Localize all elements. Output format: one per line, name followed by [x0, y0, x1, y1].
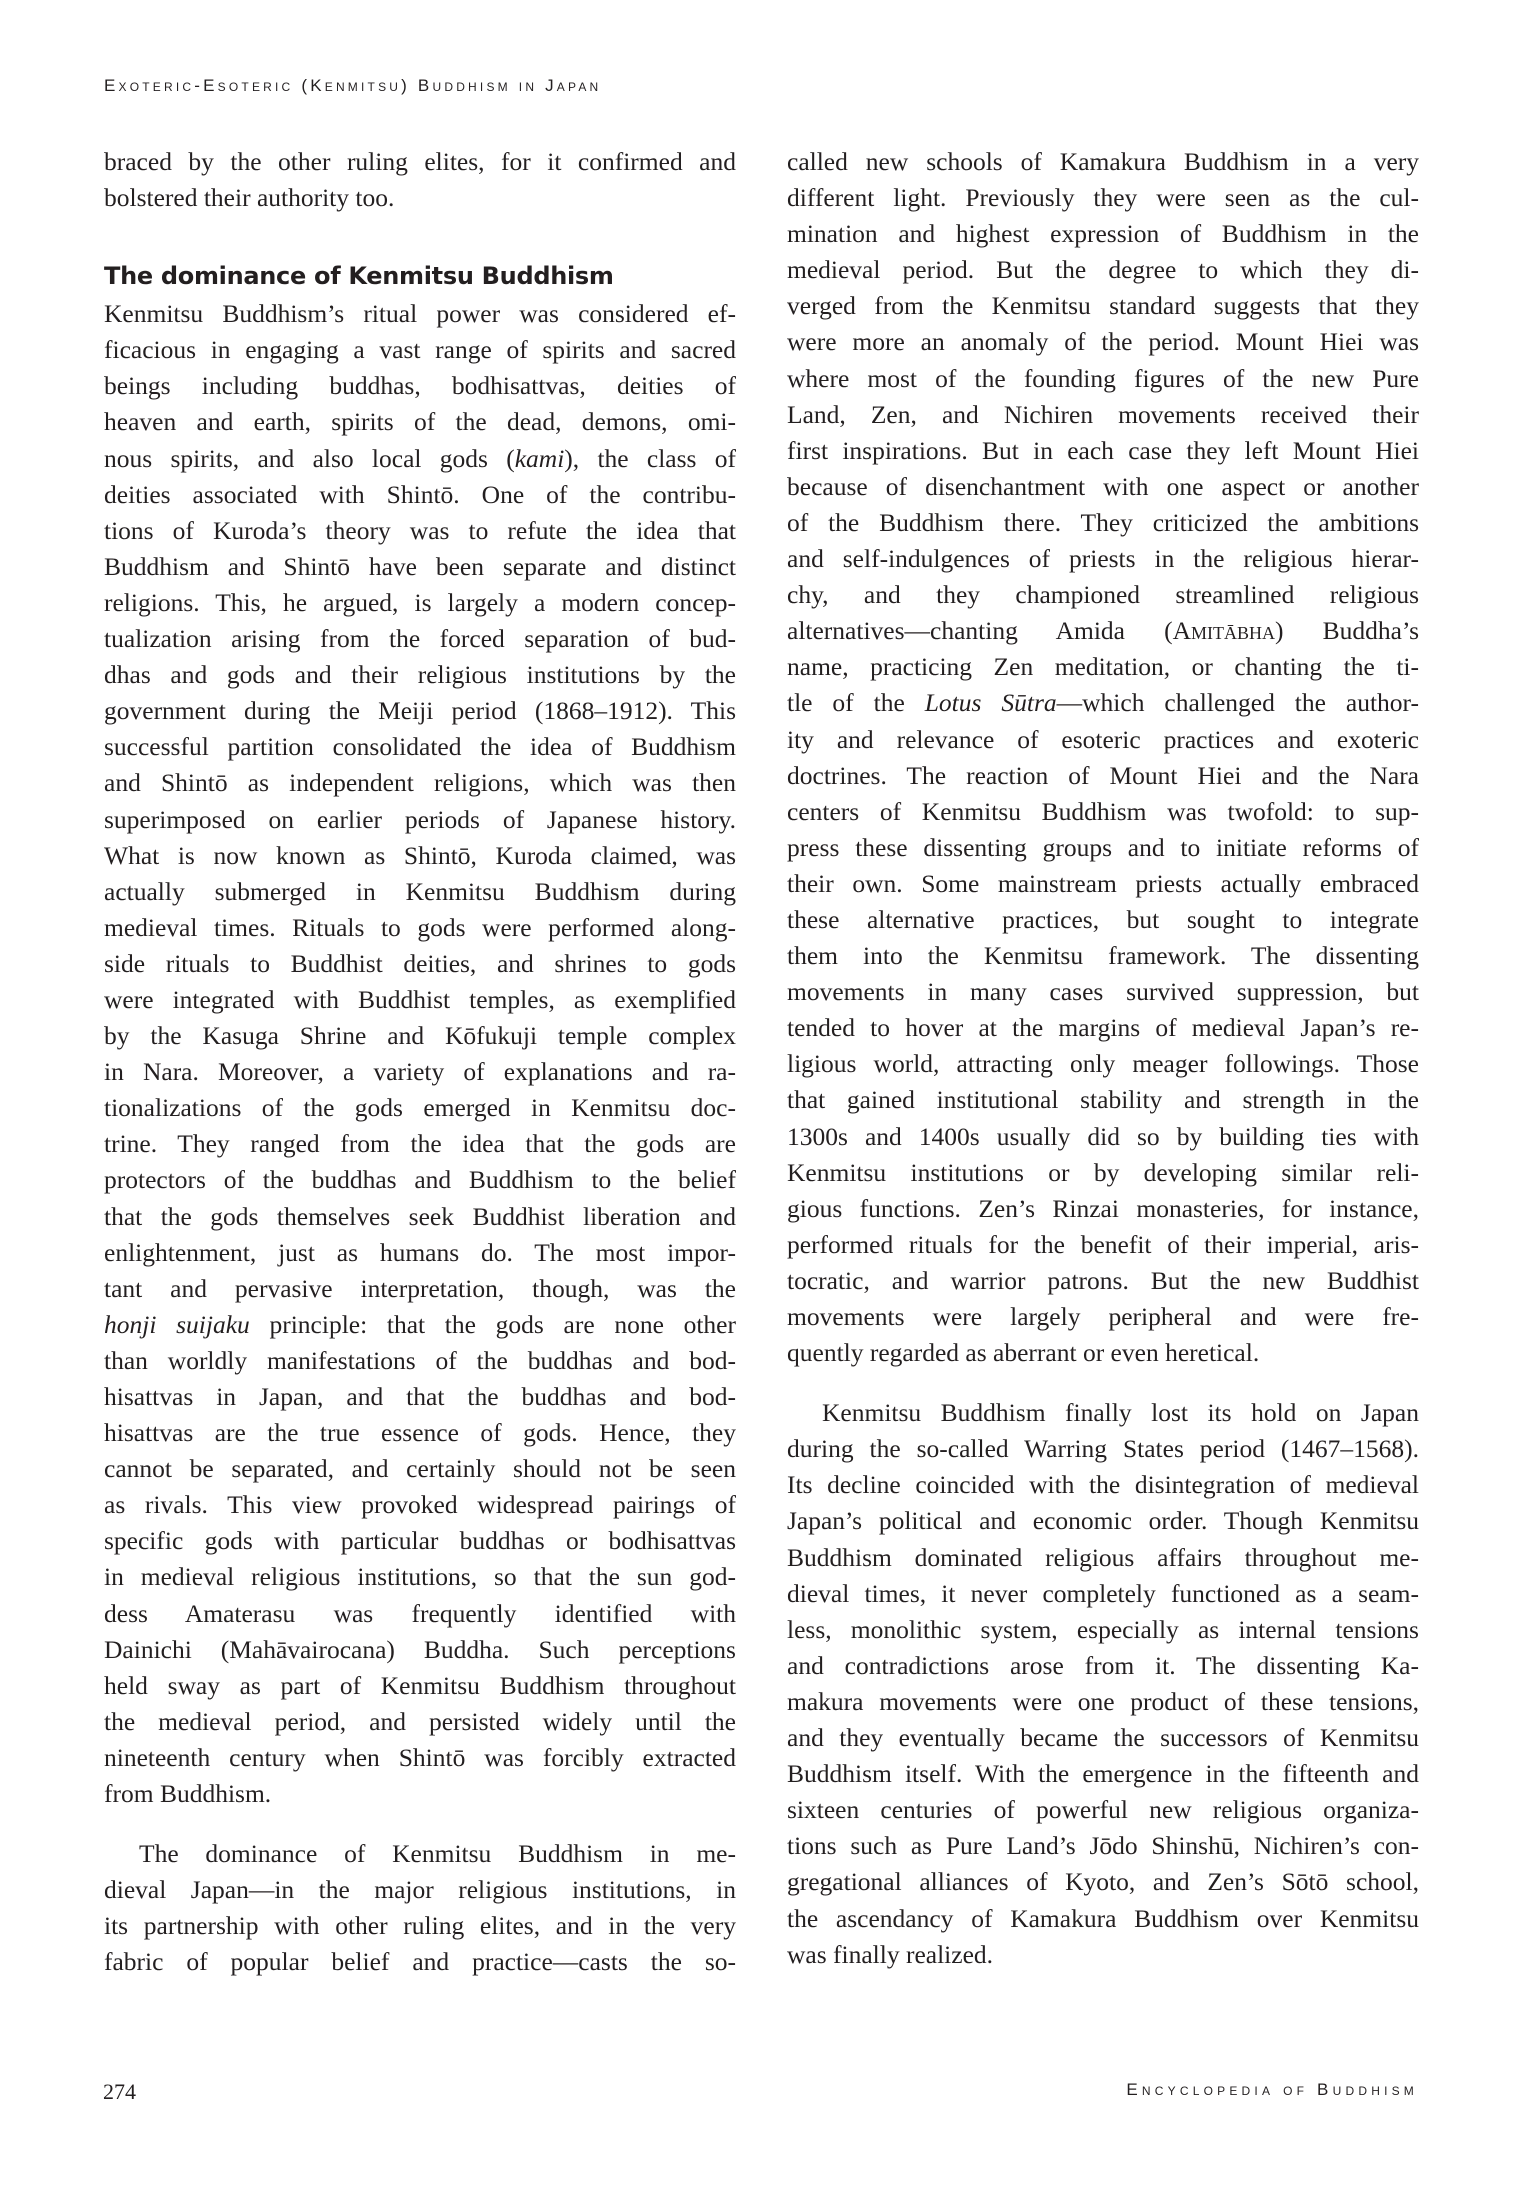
text-line: its partnership with other ruling elites, and in the very	[104, 1911, 736, 1941]
text-line: was finally realized.	[787, 1939, 994, 1969]
text-line: dieval Japan—in the major religious institutions, in	[104, 1875, 736, 1905]
text-line: and Shintō as independent religions, which was then	[104, 768, 736, 798]
text-line: makura movements were one product of these tensions,	[787, 1686, 1419, 1716]
paragraph-gap	[104, 1812, 736, 1836]
text-line: and self-indulgences of priests in the religious hierar-	[787, 544, 1419, 574]
paragraph	[787, 144, 1419, 1371]
text-line: in Nara. Moreover, a variety of explanations and ra-	[104, 1057, 736, 1087]
text-line: superimposed on earlier periods of Japanese history.	[104, 804, 736, 834]
text-line: and they eventually became the successors of Kenmitsu	[787, 1723, 1419, 1753]
text-line: protectors of the buddhas and Buddhism to the belief	[104, 1165, 736, 1195]
text-line: during the so-called Warring States period (1467–1568).	[787, 1434, 1419, 1464]
text-line: tle of the Lotus Sūtra—which challenged the author-	[787, 688, 1419, 718]
text-line: doctrines. The reaction of Mount Hiei and the Nara	[787, 760, 1419, 790]
text-line: gregational alliances of Kyoto, and Zen’s Sōtō school,	[787, 1867, 1419, 1897]
text-line: hisattvas are the true essence of gods. Hence, they	[104, 1418, 736, 1448]
text-line: The dominance of Kenmitsu Buddhism in me-	[139, 1839, 736, 1869]
text-line: deities associated with Shintō. One of the contribu-	[104, 479, 736, 509]
text-line: ity and relevance of esoteric practices and exoteric	[787, 724, 1419, 754]
text-line: different light. Previously they were seen as the cul-	[787, 183, 1419, 213]
text-line: chy, and they championed streamlined religious	[787, 580, 1419, 610]
section-gap	[104, 216, 736, 256]
text-line: movements in many cases survived suppression, but	[787, 977, 1419, 1007]
page-number: 274	[103, 2079, 136, 2104]
text-line: dieval times, it never completely functioned as a seam-	[787, 1578, 1419, 1608]
text-line: where most of the founding figures of the new Pure	[787, 363, 1419, 393]
paragraph	[787, 1395, 1419, 1973]
text-line: Its decline coincided with the disintegration of medieval	[787, 1470, 1419, 1500]
text-line: tant and pervasive interpretation, though, was the	[104, 1273, 736, 1303]
text-line: Japan’s political and economic order. Though Kenmitsu	[787, 1506, 1419, 1536]
text-line: from Buddhism.	[104, 1779, 272, 1809]
text-line: enlightenment, just as humans do. The most impor-	[104, 1237, 736, 1267]
text-line: dhas and gods and their religious institutions by the	[104, 660, 736, 690]
right-column	[787, 144, 1419, 1973]
text-line: the medieval period, and persisted widely until the	[104, 1706, 736, 1736]
text-line: were more an anomaly of the period. Mount Hiei was	[787, 327, 1419, 357]
text-line: government during the Meiji period (1868–1912). This	[104, 696, 736, 726]
text-line: mination and highest expression of Buddhism in the	[787, 219, 1419, 249]
paragraph	[104, 296, 736, 1812]
text-line: nous spirits, and also local gods (kami), the class of	[104, 443, 736, 473]
text-line: hisattvas in Japan, and that the buddhas and bod-	[104, 1382, 736, 1411]
text-line: successful partition consolidated the idea of Buddhism	[104, 732, 736, 762]
text-line: cannot be separated, and certainly should not be seen	[104, 1454, 736, 1484]
text-line: gious functions. Zen’s Rinzai monasteries, for instance,	[787, 1193, 1419, 1223]
text-line: dess Amaterasu was frequently identified with	[104, 1598, 736, 1628]
text-line: performed rituals for the benefit of their imperial, aris-	[787, 1229, 1419, 1259]
text-line: by the Kasuga Shrine and Kōfukuji temple complex	[104, 1021, 736, 1051]
text-line: press these dissenting groups and to initiate reforms of	[787, 832, 1419, 862]
text-line: side rituals to Buddhist deities, and shrines to gods	[104, 948, 736, 978]
text-line: them into the Kenmitsu framework. The dissenting	[787, 941, 1419, 971]
text-line: quently regarded as aberrant or even heretical.	[787, 1338, 1260, 1368]
text-line: Land, Zen, and Nichiren movements received their	[787, 399, 1419, 429]
text-line: because of disenchantment with one aspect or another	[787, 471, 1419, 501]
text-line: medieval times. Rituals to gods were performed along-	[104, 912, 736, 942]
left-column	[104, 144, 736, 1981]
text-line: movements were largely peripheral and were fre-	[787, 1302, 1419, 1331]
paragraph	[104, 1836, 736, 1980]
text-line: trine. They ranged from the idea that the gods are	[104, 1129, 736, 1159]
text-line: tions such as Pure Land’s Jōdo Shinshū, Nichiren’s con-	[787, 1831, 1419, 1861]
paragraph-gap	[787, 1371, 1419, 1395]
text-line: fabric of popular belief and practice—casts the so-	[104, 1947, 736, 1977]
text-line: actually submerged in Kenmitsu Buddhism during	[104, 876, 736, 906]
text-line: heaven and earth, spirits of the dead, demons, omi-	[104, 407, 736, 437]
text-line: beings including buddhas, bodhisattvas, deities of	[104, 371, 736, 401]
text-line: Kenmitsu institutions or by developing similar reli-	[787, 1157, 1419, 1187]
text-line: religions. This, he argued, is largely a modern concep-	[104, 587, 736, 617]
text-line: in medieval religious institutions, so that the sun god-	[104, 1562, 736, 1592]
section-heading: The dominance of Kenmitsu Buddhism	[104, 262, 614, 291]
text-line: their own. Some mainstream priests actually embraced	[787, 868, 1419, 898]
text-line: as rivals. This view provoked widespread pairings of	[104, 1490, 736, 1520]
text-line: tionalizations of the gods emerged in Kenmitsu doc-	[104, 1093, 736, 1123]
text-line: tended to hover at the margins of medieval Japan’s re-	[787, 1013, 1419, 1043]
intro-paragraph	[104, 144, 736, 216]
text-line: sixteen centuries of powerful new religious organiza-	[787, 1795, 1419, 1825]
text-line: verged from the Kenmitsu standard suggests that they	[787, 291, 1419, 321]
text-line: name, practicing Zen meditation, or chanting the ti-	[787, 652, 1419, 682]
text-line: first inspirations. But in each case they left Mount Hiei	[787, 435, 1419, 465]
text-line: Dainichi (Mahāvairocana) Buddha. Such perceptions	[104, 1634, 736, 1664]
text-line: honji suijaku principle: that the gods are none other	[104, 1309, 736, 1339]
footer-book-title: Encyclopedia of Buddhism	[1126, 2080, 1418, 2099]
text-line: and contradictions arose from it. The dissenting Ka-	[787, 1650, 1419, 1680]
text-line: tualization arising from the forced separation of bud-	[104, 624, 736, 654]
text-line: less, monolithic system, especially as internal tensions	[787, 1614, 1419, 1644]
text-line: tions of Kuroda’s theory was to refute the idea that	[104, 515, 736, 545]
text-line: Buddhism and Shintō have been separate and distinct	[104, 551, 736, 581]
text-line: alternatives—chanting Amida (Amitābha) Buddha’s	[787, 616, 1419, 646]
text-line: these alternative practices, but sought to integrate	[787, 904, 1419, 934]
text-line: specific gods with particular buddhas or bodhisattvas	[104, 1526, 736, 1556]
running-head: Exoteric-Esoteric (Kenmitsu) Buddhism in Japan	[104, 76, 602, 95]
text-line: that gained institutional stability and strength in the	[787, 1085, 1419, 1115]
text-line: Kenmitsu Buddhism finally lost its hold on Japan	[822, 1398, 1419, 1428]
text-line: were integrated with Buddhist temples, as exemplified	[104, 984, 736, 1014]
text-line: 1300s and 1400s usually did so by building ties with	[787, 1121, 1419, 1151]
text-line: Buddhism dominated religious affairs throughout me-	[787, 1542, 1419, 1572]
text-line: ligious world, attracting only meager followings. Those	[787, 1049, 1419, 1079]
text-line: bolstered their authority too.	[104, 183, 395, 213]
text-line: Buddhism itself. With the emergence in the fifteenth and	[787, 1759, 1419, 1789]
text-line: that the gods themselves seek Buddhist liberation and	[104, 1201, 736, 1231]
text-line: nineteenth century when Shintō was forcibly extracted	[104, 1742, 736, 1772]
text-line: the ascendancy of Kamakura Buddhism over Kenmitsu	[787, 1903, 1419, 1933]
text-line: ficacious in engaging a vast range of spirits and sacred	[104, 335, 736, 365]
text-line: medieval period. But the degree to which they di-	[787, 255, 1419, 285]
text-line: held sway as part of Kenmitsu Buddhism throughout	[104, 1670, 736, 1700]
text-line: tocratic, and warrior patrons. But the new Buddhist	[787, 1265, 1419, 1295]
text-line: called new schools of Kamakura Buddhism in a very	[787, 147, 1419, 176]
text-line: centers of Kenmitsu Buddhism was twofold: to sup-	[787, 796, 1419, 826]
text-line: Kenmitsu Buddhism’s ritual power was considered ef-	[104, 299, 736, 329]
text-line: braced by the other ruling elites, for it confirmed and	[104, 147, 736, 176]
text-line: than worldly manifestations of the buddhas and bod-	[104, 1345, 736, 1375]
text-line: of the Buddhism there. They criticized the ambitions	[787, 507, 1419, 537]
text-line: What is now known as Shintō, Kuroda claimed, was	[104, 840, 736, 870]
